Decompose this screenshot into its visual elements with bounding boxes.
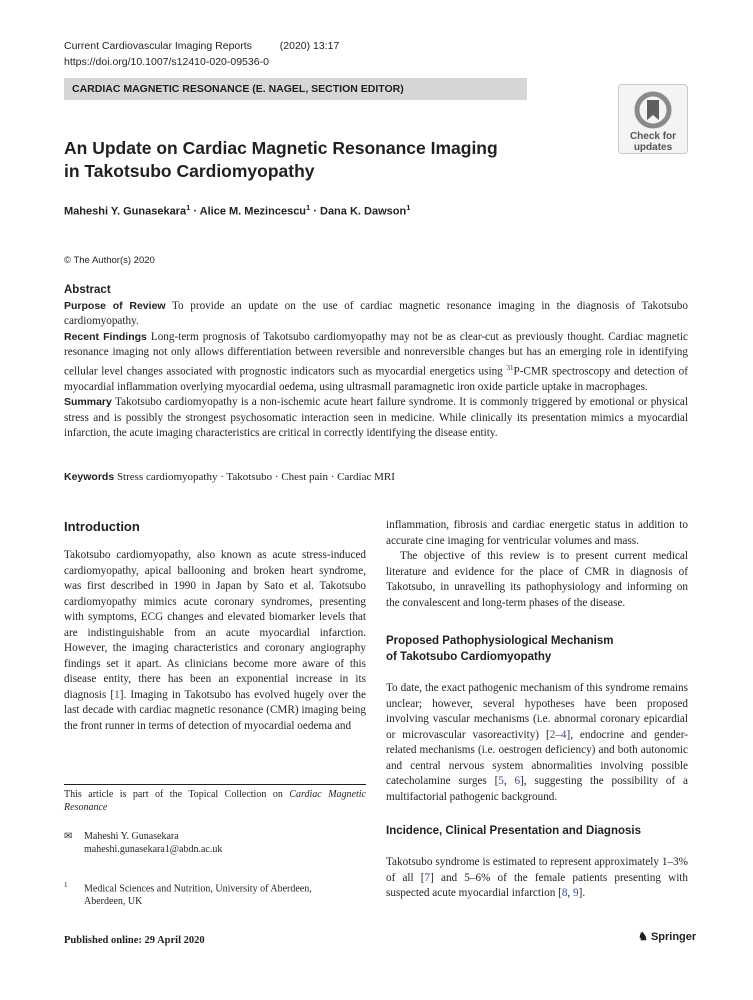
title-line1: An Update on Cardiac Magnetic Resonance Imaging [64, 138, 498, 158]
title-line2: in Takotsubo Cardiomyopathy [64, 161, 315, 181]
incidence-text: Takotsubo syndrome is estimated to represent approximately 1–3% of all [ [386, 856, 688, 884]
left-column [64, 548, 366, 734]
corresponding-author [64, 830, 222, 856]
author-affil-sup: 1 [406, 203, 411, 212]
affil-number: 1 [64, 881, 68, 889]
section-heading-incidence: Incidence, Clinical Presentation and Diagnosis [386, 825, 641, 837]
badge-line1: Check for [629, 131, 677, 142]
intro-paragraph [64, 548, 366, 734]
findings-sup: 31 [506, 363, 514, 372]
author-affil-sup: 1 [186, 203, 191, 212]
abstract [64, 283, 688, 442]
author-name[interactable]: Dana K. Dawson [320, 205, 407, 218]
author-affil-sup: 1 [306, 203, 311, 212]
envelope-icon: ✉ [64, 831, 73, 842]
topical-collection-note [64, 788, 366, 814]
author-name[interactable]: Alice M. Mezincescu [199, 205, 307, 218]
heading-line2: of Takotsubo Cardiomyopathy [386, 651, 552, 663]
abstract-purpose [64, 299, 688, 330]
publisher-name: Springer [650, 931, 697, 943]
footnote-divider [64, 784, 366, 785]
mechanism-text-end: ], suggesting the possibility of a multifactorial pathogenic background. [386, 775, 688, 803]
findings-text: Long-term prognosis of Takotsubo cardiomyopathy may not be as clear-cut as previously thought. Cardiac magnetic resonance imaging not only allows differentiation between reversible and nonreversible changes but has an emerging role in identifying cellular level changes associated with prognostic indicators such as myocardial energetics using [64, 330, 688, 378]
author-separator: · [313, 205, 317, 218]
springer-horse-icon: ♞ [638, 931, 648, 943]
right-column [386, 518, 688, 902]
incidence-paragraph: Takotsubo syndrome is estimated to represent approximately 1–3% of all [7] and 5–6% of the female patients presenting with suspected acute myocardial infarction [8, 9]. [386, 856, 688, 899]
mechanism-text-cont: ], endocrine and gender-related mechanisms (i.e. oestrogen deficiency) and both autonomic and central nervous system abnormalities involving possible catecholamine surges [ [386, 728, 688, 787]
introduction-heading: Introduction [64, 519, 140, 534]
intro-text: Takotsubo cardiomyopathy, also known as acute stress-induced cardiomyopathy, apical ballooning and broken heart syndrome, was first described in 1990 in Japan by Sato et al. Takotsubo cardiomyopathy mimics acute coronary syndromes, presenting with symptoms, ECG changes and elevated biomarker levels that are indistinguishable from an acute myocardial infarction. However, the imaging characteristics and coronary angiography findings set it apart. As clinicians become more aware of this disease entity, there has been an exponential increase in its diagnosis [ [64, 549, 366, 701]
citation-link[interactable]: 9 [573, 887, 579, 899]
check-for-updates-badge[interactable] [618, 84, 688, 154]
abstract-heading: Abstract [64, 284, 111, 296]
citation-link[interactable]: 6 [514, 775, 521, 787]
mechanism-text: To date, the exact pathogenic mechanism of this syndrome remains unclear; however, several hypotheses have been proposed involving vascular mechanisms (i.e. abnormal coronary epicardial or microvascular vasoreactivity) [ [386, 682, 688, 741]
journal-issue: (2020) 13:17 [279, 40, 340, 52]
findings-text-cont: P-CMR spectroscopy and detection of myocardial inflammation overlying myocardial oedema, using ultrasmall paramagnetic iron oxide particle uptake in macrophages. [64, 365, 688, 393]
keywords-text: Stress cardiomyopathy · Takotsubo · Chest pain · Cardiac MRI [116, 471, 395, 483]
summary-label: Summary [64, 396, 112, 409]
author-separator: · [193, 205, 197, 218]
bookmark-ring-icon [634, 91, 672, 129]
doi-link[interactable]: https://doi.org/10.1007/s12410-020-09536-0 [64, 56, 269, 68]
abstract-findings [64, 330, 688, 396]
abstract-summary [64, 395, 688, 442]
purpose-text: To provide an update on the use of cardiac magnetic resonance imaging in the diagnosis of Takotsubo cardiomyopathy. [64, 299, 688, 327]
purpose-label: Purpose of Review [64, 299, 166, 312]
contact-email[interactable]: maheshi.gunasekara1@abdn.ac.uk [84, 844, 223, 855]
section-banner: CARDIAC MAGNETIC RESONANCE (E. NAGEL, SECTION EDITOR) [64, 78, 527, 100]
badge-line2: updates [633, 142, 673, 153]
objective-paragraph: The objective of this review is to present current medical literature and evidence for the place of CMR in diagnosis of Takotsubo, in unravelling its pathophysiology and informing on the convalescent and long-term phases of the disease. [386, 550, 688, 609]
citation-link[interactable]: 8 [561, 887, 568, 899]
author-name[interactable]: Maheshi Y. Gunasekara [64, 205, 187, 218]
affiliation [64, 879, 312, 908]
keywords [64, 471, 688, 483]
author-list [64, 203, 410, 218]
section-heading-mechanism [386, 633, 688, 665]
citation-link[interactable]: 1 [114, 688, 120, 701]
article-title [64, 137, 504, 183]
keywords-label: Keywords [64, 471, 115, 483]
continuation-paragraph: inflammation, fibrosis and cardiac energetic status in addition to accurate cine imaging for ventricular volumes and mass. [386, 519, 688, 547]
published-date: Published online: 29 April 2020 [64, 935, 205, 946]
affil-line2: Aberdeen, UK [84, 896, 143, 908]
citation-link[interactable]: 5 [498, 775, 504, 787]
citation-link[interactable]: 2–4 [549, 728, 567, 741]
heading-line1: Proposed Pathophysiological Mechanism [386, 635, 614, 647]
copyright-notice: © The Author(s) 2020 [64, 255, 155, 266]
journal-name: Current Cardiovascular Imaging Reports [64, 40, 252, 52]
incidence-text-cont: ] and 5–6% of the female patients presenting with suspected acute myocardial infarction [ [386, 871, 688, 899]
mechanism-paragraph: To date, the exact pathogenic mechanism of this syndrome remains unclear; however, several hypotheses have been proposed involving vascular mechanisms (i.e. abnormal coronary epicardial or microvascular vasoreactivity) [2–4], endocrine and gender-related mechanisms (i.e. oestrogen deficiency) and both autonomic and central nervous system abnormalities involving possible catecholamine surges [5, 6], suggesting the possibility of a multifactorial pathogenic background. [386, 682, 688, 803]
findings-label: Recent Findings [64, 330, 147, 343]
topical-collection-name: Cardiac Magnetic Resonance [64, 789, 366, 813]
citation-link[interactable]: 7 [424, 871, 431, 884]
affil-line1: Medical Sciences and Nutrition, University of Aberdeen, [84, 883, 312, 895]
contact-name: Maheshi Y. Gunasekara [84, 831, 179, 842]
summary-text: Takotsubo cardiomyopathy is a non-ischemic acute heart failure syndrome. It is commonly triggered by emotional or physical stress and is possibly the strongest psychosomatic interaction seen in medicine. While clinically its presentation mimics a myocardial infarction, the acute imaging characteristics are critical in correctly identifying the disease entity. [64, 396, 688, 440]
incidence-text-end: ]. [578, 887, 586, 899]
topical-text: This article is part of the Topical Collection on [64, 789, 283, 800]
journal-header [64, 40, 339, 52]
intro-text-cont: ]. Imaging in Takotsubo has evolved hugely over the last decade with cardiac magnetic resonance (CMR) imaging being the front runner in terms of detection of myocardial oedema and [64, 688, 366, 732]
publisher-logo [638, 930, 696, 943]
